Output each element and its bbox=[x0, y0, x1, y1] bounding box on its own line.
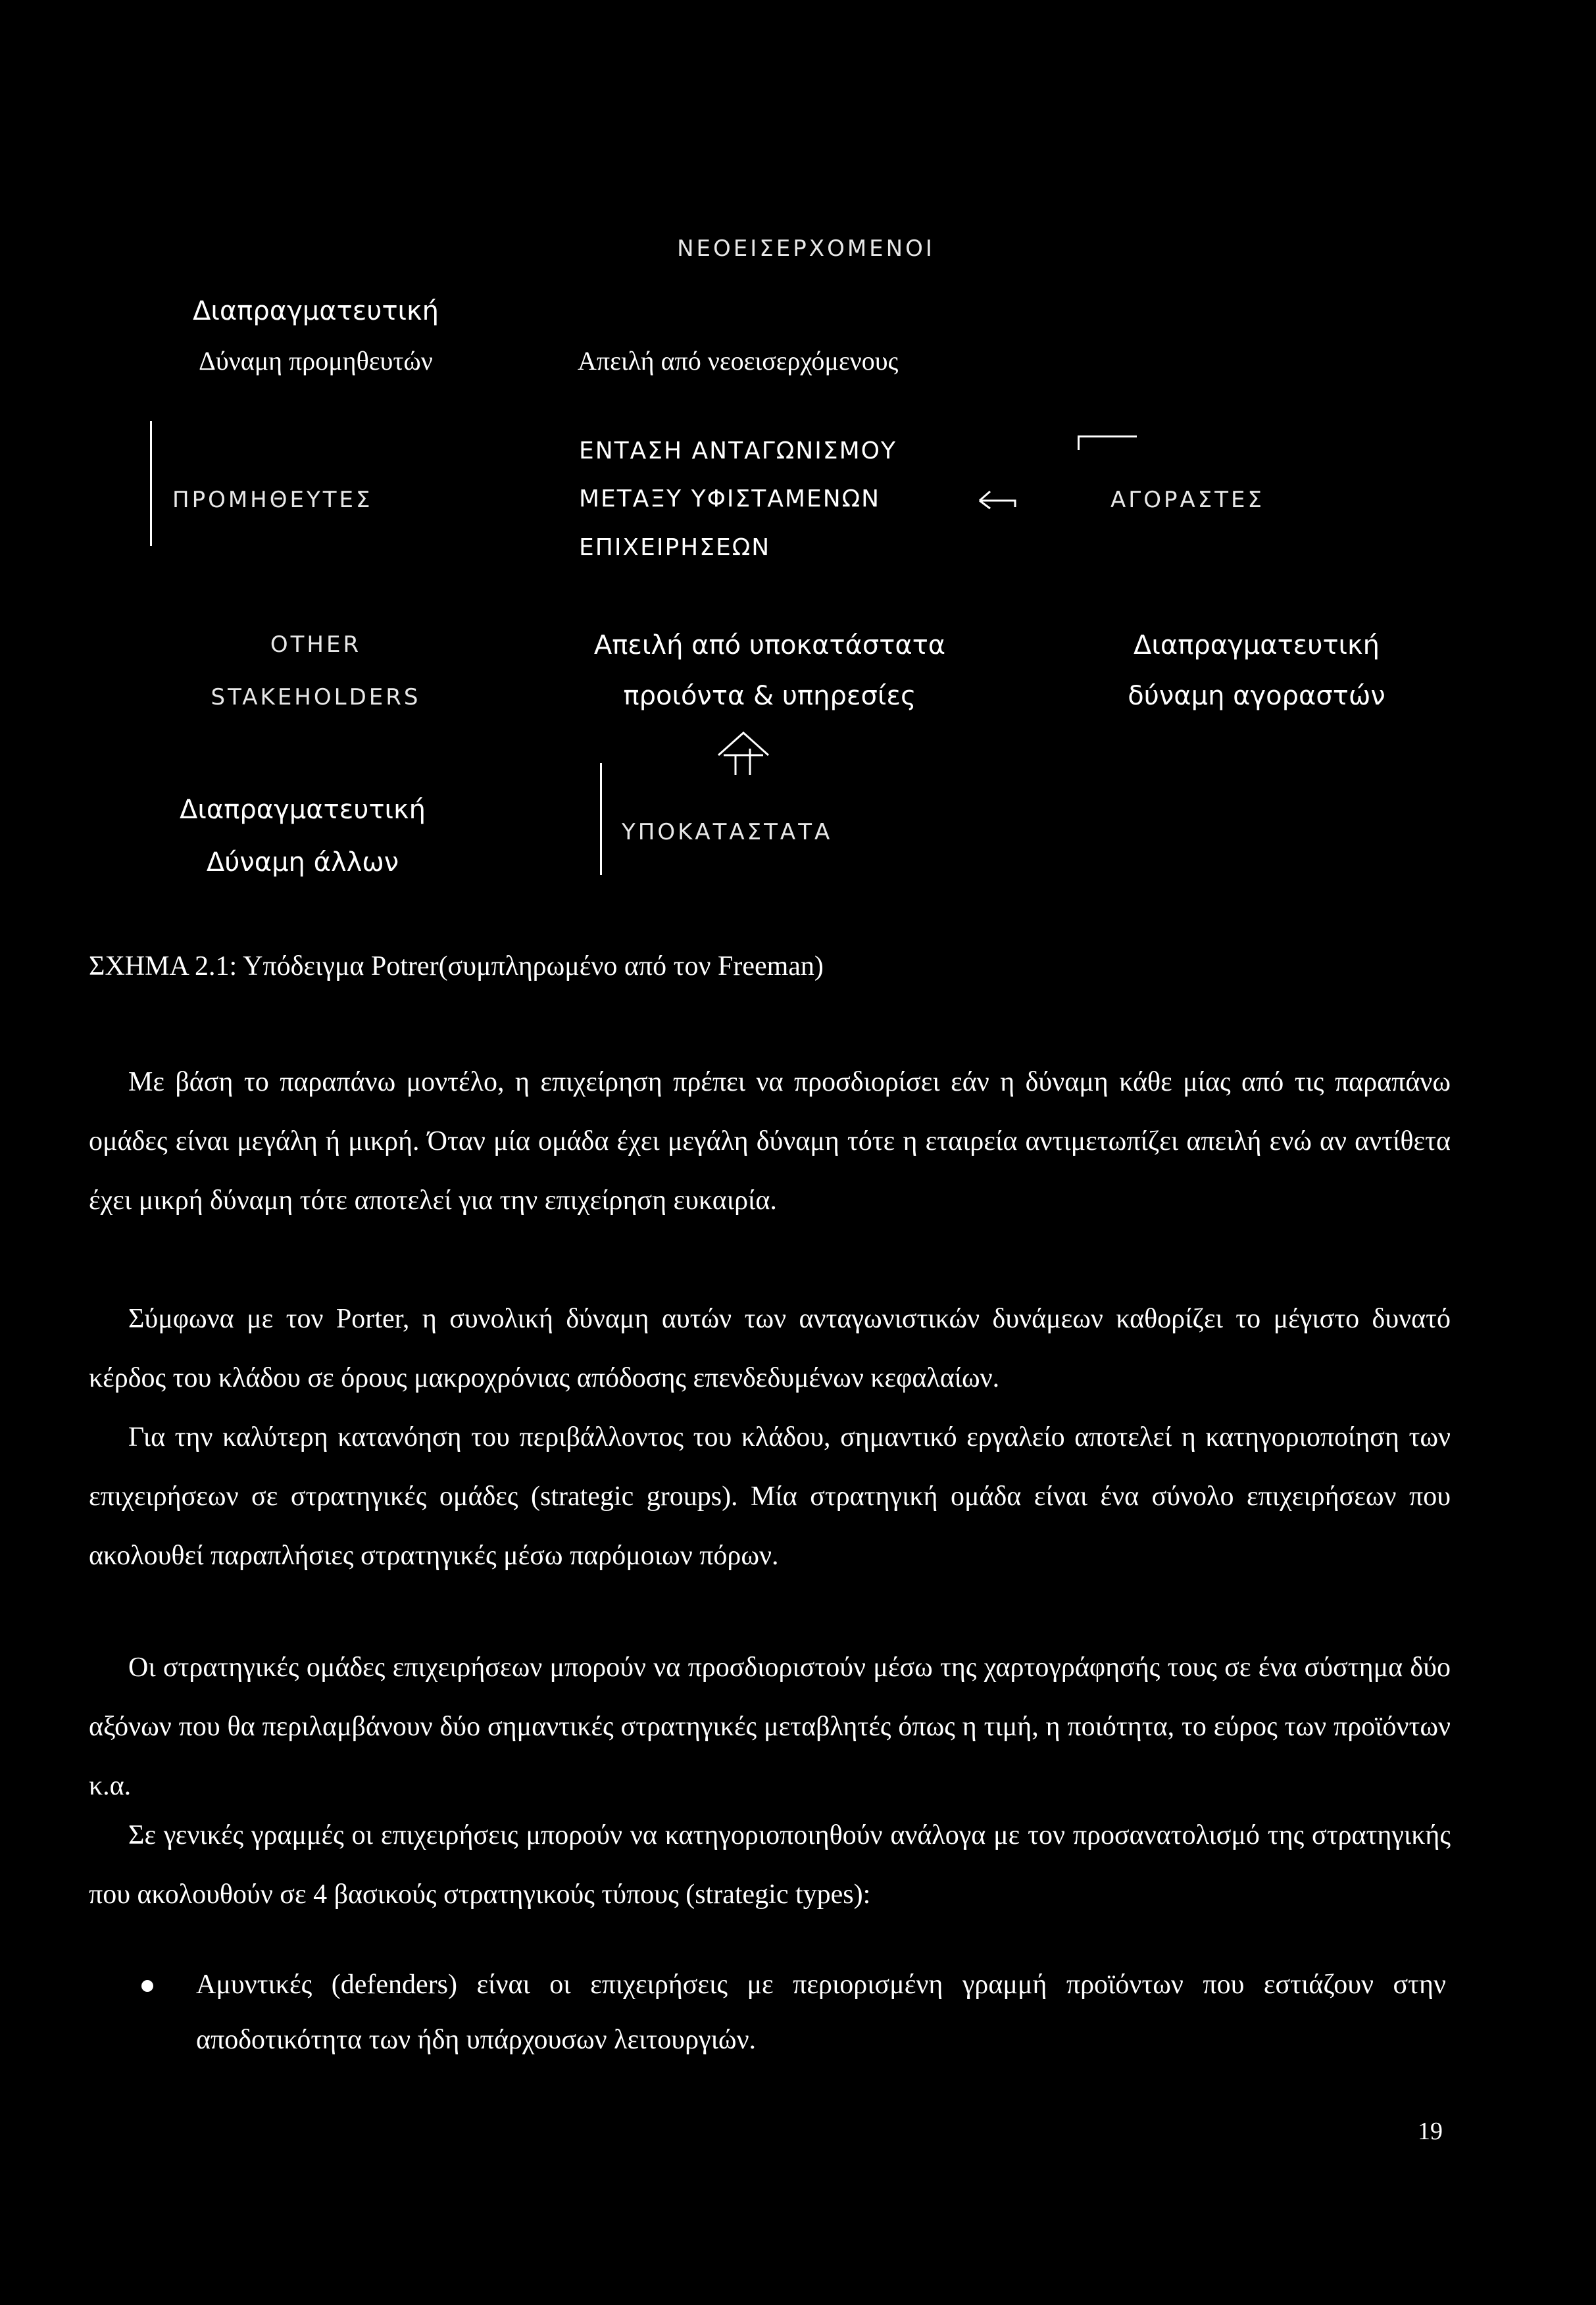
left-arrow-icon bbox=[977, 483, 1030, 516]
substitutes-box-line bbox=[600, 763, 602, 875]
rivalry-label-2: ΜΕΤΑΞΥ ΥΦΙΣΤΑΜΕΝΩΝ bbox=[579, 485, 881, 512]
up-arrow-icon bbox=[704, 729, 783, 776]
suppliers-box-label: ΠΡΟΜΗΘΕΥΤΕΣ bbox=[172, 487, 373, 513]
substitutes-box-label: ΥΠΟΚΑΤΑΣΤΑΤΑ bbox=[622, 819, 833, 845]
buyer-power-label-1: Διαπραγματευτική bbox=[1134, 630, 1380, 660]
buyer-power-label-2: δύναμη αγοραστών bbox=[1128, 681, 1385, 711]
substitutes-threat-label-1: Απειλή από υποκατάστατα bbox=[593, 630, 946, 660]
others-power-label-2: Δύναμη άλλων bbox=[206, 847, 399, 878]
supplier-power-label-1: Διαπραγματευτική bbox=[193, 296, 439, 326]
new-entrants-threat-label: Απειλή από νεοεισερχόμενους bbox=[578, 346, 899, 376]
others-power-label-1: Διαπραγματευτική bbox=[180, 795, 426, 825]
page-number: 19 bbox=[1418, 2118, 1443, 2145]
figure-caption: ΣΧΗΜΑ 2.1: Υπόδειγμα Potrer(συμπληρωμένο από τον Freeman) bbox=[89, 951, 824, 981]
supplier-power-label-2: Δύναμη προμηθευτών bbox=[199, 346, 433, 376]
buyers-box-label: ΑΓΟΡΑΣΤΕΣ bbox=[1110, 487, 1264, 513]
paragraph: Με βάση το παραπάνω μοντέλο, η επιχείρηση πρέπει να προσδιορίσει εάν η δύναμη κάθε μίας από τις παραπάνω ομάδες είναι μεγάλη ή μικρή. Όταν μία ομάδα έχει μεγάλη δύναμη τότε η εταιρεία αντιμετωπίζει απειλή ενώ αν αντίθετα έχει μικρή δύναμη τότε αποτελεί για την επιχείρηση ευκαιρία. bbox=[89, 1067, 1451, 1216]
paragraph: Σύμφωνα με τον Porter, η συνολική δύναμη αυτών των ανταγωνιστικών δυνάμεων καθορίζει το μέγιστο δυνατό κέρδος του κλάδου σε όρους μακροχρόνιας απόδοσης επενδεδυμένων κεφαλαίων. bbox=[89, 1304, 1451, 1393]
new-entrants-box-label: ΝΕΟΕΙΣΕΡΧΟΜΕΝΟΙ bbox=[677, 235, 935, 262]
substitutes-threat-label-2: προιόντα & υπηρεσίες bbox=[623, 681, 916, 711]
rivalry-label-1: ΕΝΤΑΣΗ ΑΝΤΑΓΩΝΙΣΜΟΥ bbox=[579, 437, 897, 464]
paragraph: Οι στρατηγικές ομάδες επιχειρήσεων μπορούν να προσδιοριστούν μέσω της χαρτογράφησής τους σε ένα σύστημα δύο αξόνων που θα περιλαμβάνουν δύο σημαντικές στρατηγικές μεταβλητές όπως η τιμή, η ποιότητα, το εύρος των προϊόντων κ.α. bbox=[89, 1652, 1451, 1801]
bullet-icon bbox=[141, 1980, 153, 1992]
paragraph: Για την καλύτερη κατανόηση του περιβάλλοντος του κλάδου, σημαντικό εργαλείο αποτελεί η κατηγοριοποίηση των επιχειρήσεων σε στρατηγικές ομάδες (strategic groups). Μία στρατηγική ομάδα είναι ένα σύνολο επιχειρήσεων που ακολουθεί παραπλήσιες στρατηγικές μέσω παρόμοιων πόρων. bbox=[89, 1422, 1451, 1571]
buyers-corner-line-h bbox=[1078, 435, 1137, 437]
rivalry-label-3: ΕΠΙΧΕΙΡΗΣΕΩΝ bbox=[579, 534, 771, 561]
paragraph: Σε γενικές γραμμές οι επιχειρήσεις μπορούν να κατηγοριοποιηθούν ανάλογα με τον προσανατολισμό της στρατηγικής που ακολουθούν σε 4 βασικούς στρατηγικούς τύπους (strategic types): bbox=[89, 1820, 1451, 1910]
buyers-corner-line-v bbox=[1078, 435, 1080, 450]
other-stakeholders-label-1: OTHER bbox=[270, 632, 362, 658]
bullet-item: Αμυντικές (defenders) είναι οι επιχειρήσεις με περιορισμένη γραμμή προϊόντων που εστιάζουν στην αποδοτικότητα των ήδη υπάρχουσων λειτουργιών. bbox=[196, 1970, 1446, 2055]
other-stakeholders-label-2: STAKEHOLDERS bbox=[211, 684, 421, 710]
suppliers-box-line bbox=[150, 421, 152, 546]
